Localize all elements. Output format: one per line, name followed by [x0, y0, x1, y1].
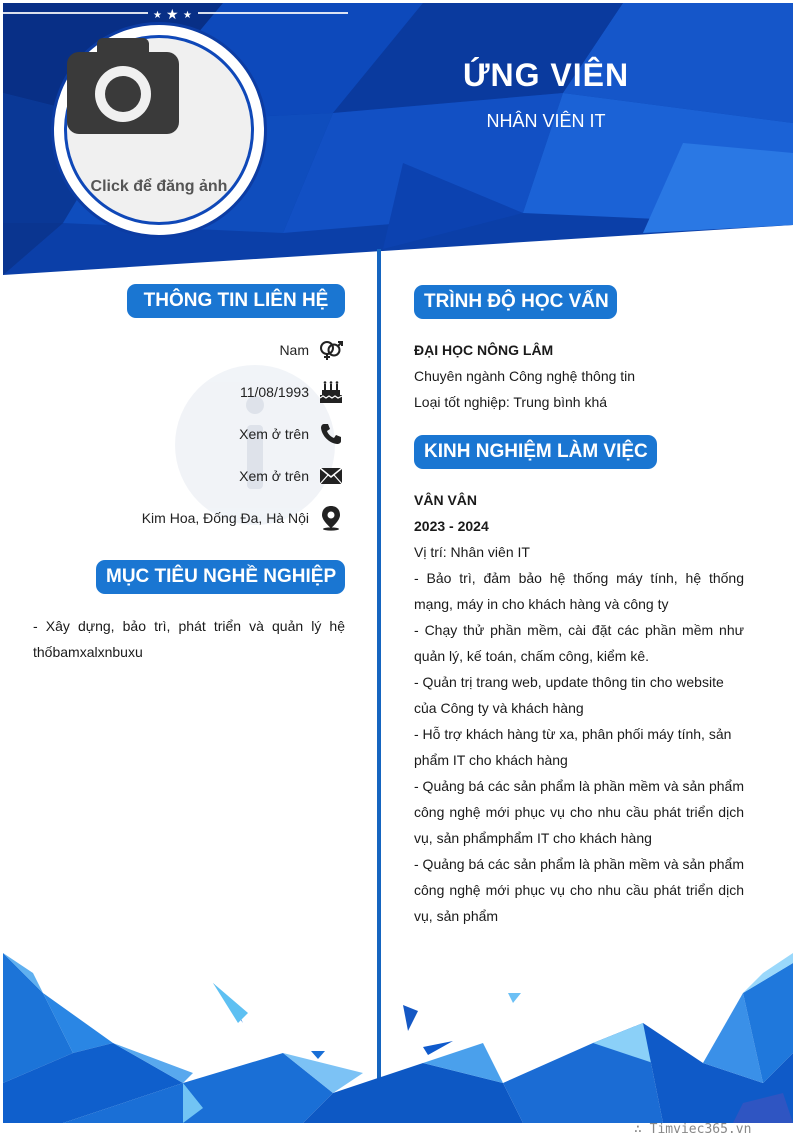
site-watermark: ∴ Timviec365.vn [634, 1122, 752, 1137]
phone-icon [319, 422, 343, 446]
footer-background [3, 933, 793, 1123]
education-section [414, 337, 744, 415]
education-heading: TRÌNH ĐỘ HỌC VẤN [414, 285, 617, 319]
contact-item-address [43, 503, 343, 533]
location-pin-icon [319, 506, 343, 530]
graduation-grade: Loại tốt nghiệp: Trung bình khá [414, 394, 608, 410]
svg-text:★: ★ [166, 7, 179, 23]
address-value: Kim Hoa, Đống Đa, Hà Nội [141, 510, 309, 526]
gender-value: Nam [279, 342, 309, 358]
contact-list [43, 333, 343, 543]
major: Chuyên ngành Công nghệ thông tin [414, 368, 636, 384]
stars-divider [3, 3, 353, 23]
candidate-name: ỨNG VIÊN [462, 57, 630, 93]
avatar-upload[interactable] [51, 22, 267, 238]
phone-value: Xem ở trên [239, 426, 309, 442]
school-name: ĐẠI HỌC NÔNG LÂM [414, 342, 554, 358]
duty-item: - Quản trị trang web, update thông tin cho website của Công ty và khách hàng [414, 674, 724, 716]
contact-item-phone [43, 419, 343, 449]
contact-item-gender [43, 335, 343, 365]
position: Vị trí: Nhân viên IT [414, 544, 530, 560]
objective-heading: MỤC TIÊU NGHỀ NGHIỆP [96, 560, 345, 594]
cv-page [3, 3, 793, 1123]
company-name: VÂN VÂN [414, 492, 478, 508]
contact-heading: THÔNG TIN LIÊN HỆ [127, 284, 345, 318]
work-period: 2023 - 2024 [414, 518, 489, 534]
experience-section [414, 487, 744, 929]
duty-item: - Quảng bá các sản phẩm là phần mềm và sản phẩm công nghệ mới phục vụ cho nhu cầu phát triển dịch vụ, sản phẩmphẩm IT cho khách hàng [414, 778, 744, 846]
contact-item-birthday [43, 377, 343, 407]
mail-icon [319, 464, 343, 488]
email-value: Xem ở trên [239, 468, 309, 484]
candidate-job-title: NHÂN VIÊN IT [486, 111, 606, 131]
birthday-cake-icon [319, 380, 343, 404]
objective-text: - Xây dựng, bảo trì, phát triển và quản lý hệ thốbamxalxnbuxu [33, 618, 345, 660]
duty-item: - Quảng bá các sản phẩm là phần mềm và sản phẩm công nghệ mới phục vụ cho nhu cầu phát triển dịch vụ, sản phẩm [414, 856, 744, 924]
duty-item: - Hỗ trợ khách hàng từ xa, phân phối máy tính, sản phẩm IT cho khách hàng [414, 726, 732, 768]
duty-item: - Chạy thử phần mềm, cài đặt các phần mềm như quản lý, kế toán, chấm công, kiểm kê. [414, 622, 744, 664]
header-banner [3, 3, 793, 283]
camera-icon [67, 38, 179, 134]
svg-text:★: ★ [183, 10, 192, 21]
gender-icon [319, 338, 343, 362]
contact-item-email [43, 461, 343, 491]
birthday-value: 11/08/1993 [239, 384, 309, 400]
avatar-upload-label: Click để đăng ảnh [90, 178, 228, 195]
duty-item: - Bảo trì, đảm bảo hệ thống máy tính, hệ thống mạng, máy in cho khách hàng và công ty [414, 570, 744, 612]
experience-heading: KINH NGHIỆM LÀM VIỆC [414, 435, 657, 469]
svg-text:★: ★ [153, 10, 162, 21]
avatar-placeholder[interactable] [64, 35, 254, 225]
